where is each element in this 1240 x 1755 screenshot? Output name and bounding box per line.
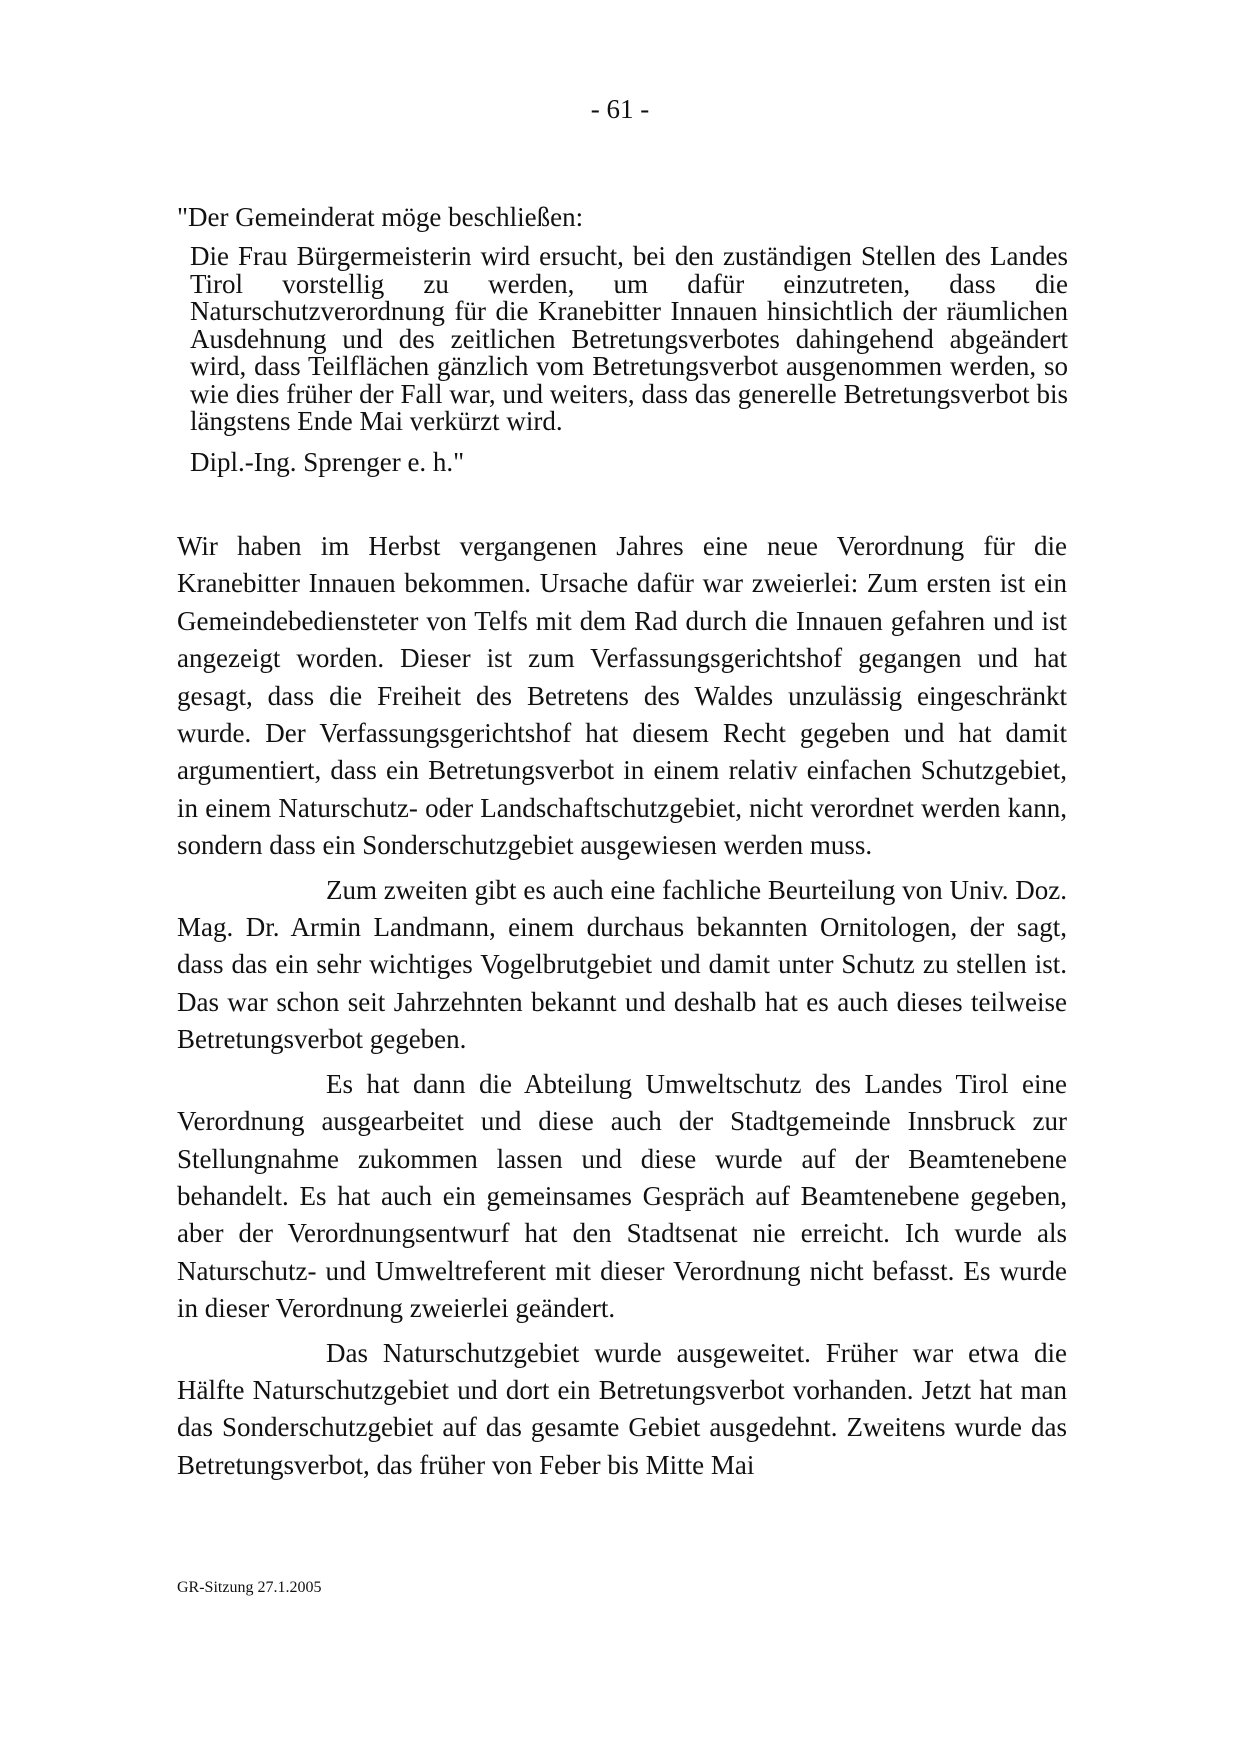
paragraph-2: Zum zweiten gibt es auch eine fachliche Beurteilung von Univ. Doz. Mag. Dr. Armin Landmann, einem durchaus bekannten Ornitologen, der sagt, dass das ein sehr wichtiges Vogelbrutgebiet und damit unter Schutz zu stellen ist. Das war schon seit Jahrzehnten bekannt und deshalb hat es auch dieses teilweise Betretungsverbot gegeben. — [177, 874, 1067, 1055]
motion-signature: Dipl.-Ing. Sprenger e. h." — [190, 447, 465, 477]
paragraph-4: Das Naturschutzgebiet wurde ausgeweitet. Früher war etwa die Hälfte Naturschutzgebiet und dort ein Betretungsverbot vorhanden. Jetzt hat man das Sonderschutzgebiet auf das gesamte Gebiet ausgedehnt. Zweitens wurde das Betretungsverbot, das früher von Feber bis Mitte Mai — [177, 1337, 1067, 1480]
motion-body: Die Frau Bürgermeisterin wird ersucht, bei den zuständigen Stellen des Landes Tirol vorstellig zu werden, um dafür einzutreten, dass die Naturschutzverordnung für die Kranebitter Innauen hinsichtlich der räumlichen Ausdehnung und des zeitlichen Betretungsverbotes dahingehend abgeändert wird, dass Teilflächen gänzlich vom Betretungsverbot ausgenommen werden, so wie dies früher der Fall war, und weiters, dass das generelle Betretungsverbot bis längstens Ende Mai verkürzt wird. — [190, 241, 1068, 436]
motion-intro: "Der Gemeinderat möge beschließen: — [177, 202, 584, 232]
footer-session-date: GR-Sitzung 27.1.2005 — [177, 1579, 322, 1596]
main-text — [177, 528, 1067, 1491]
paragraph-3: Es hat dann die Abteilung Umweltschutz des Landes Tirol eine Verordnung ausgearbeitet und diese auch der Stadtgemeinde Innsbruck zur Stellungnahme zukommen lassen und diese wurde auf der Beamtenebene behandelt. Es hat auch ein gemeinsames Gespräch auf Beamtenebene gegeben, aber der Verordnungsentwurf hat den Stadtsenat nie erreicht. Ich wurde als Naturschutz- und Umweltreferent mit dieser Verordnung nicht befasst. Es wurde in dieser Verordnung zweierlei geändert. — [177, 1068, 1067, 1324]
page-number: - 61 - — [590, 94, 650, 124]
paragraph-1: Wir haben im Herbst vergangenen Jahres eine neue Verordnung für die Kranebitter Innauen bekommen. Ursache dafür war zweierlei: Zum ersten ist ein Gemeindebediensteter von Telfs mit dem Rad durch die Innauen gefahren und ist angezeigt worden. Dieser ist zum Verfassungsgerichtshof gegangen und hat gesagt, dass die Freiheit des Betretens des Waldes unzulässig eingeschränkt wurde. Der Verfassungsgerichtshof hat diesem Recht gegeben und hat damit argumentiert, dass ein Betretungsverbot in einem relativ einfachen Schutzgebiet, in einem Naturschutz- oder Landschaftschutzgebiet, nicht verordnet werden kann, sondern dass ein Sonderschutzgebiet ausgewiesen werden muss. — [177, 531, 1067, 861]
